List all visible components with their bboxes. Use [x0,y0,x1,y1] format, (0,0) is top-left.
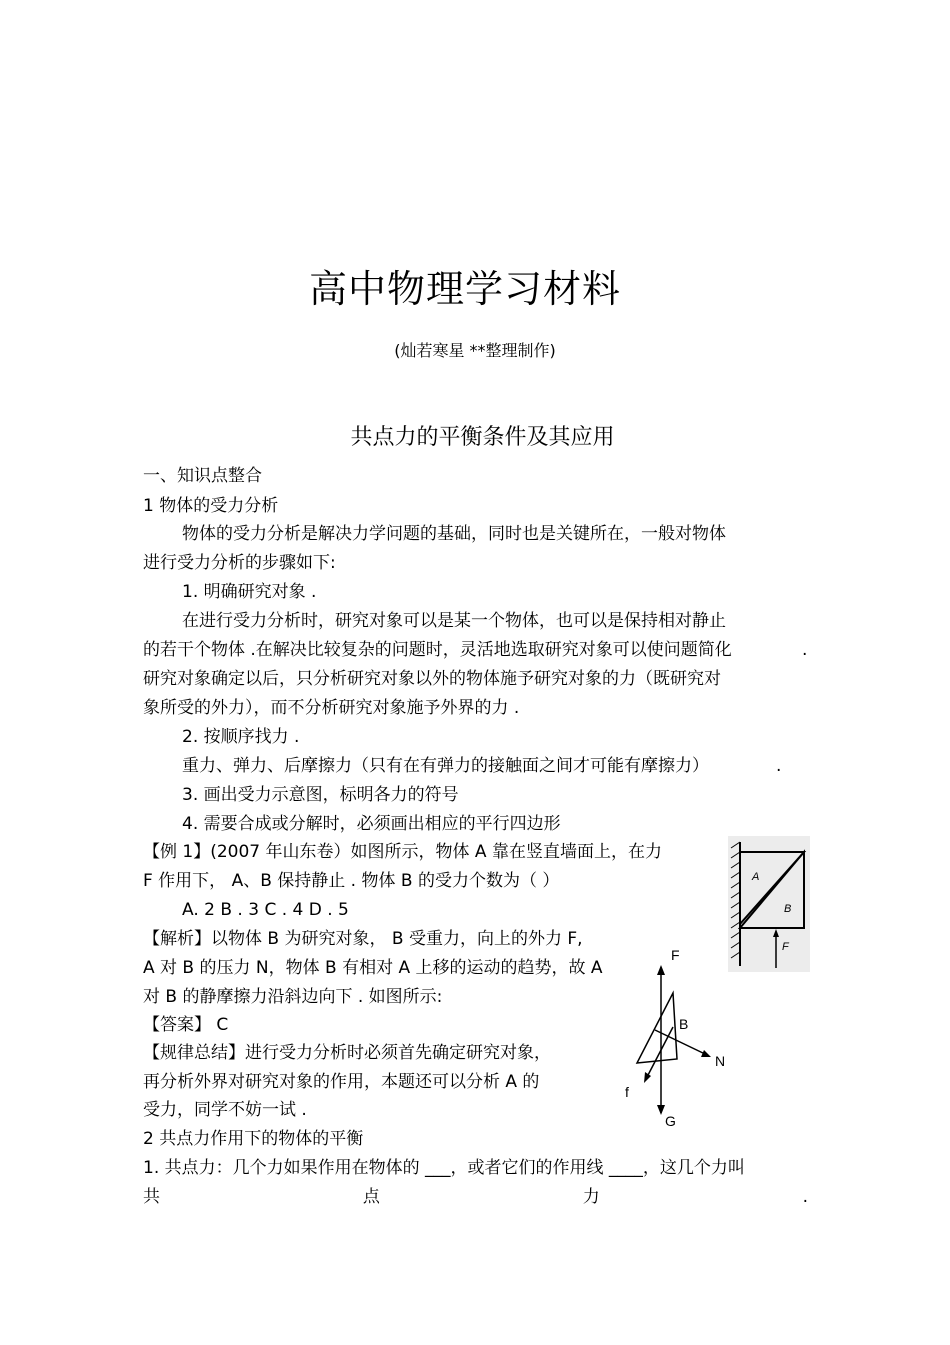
text-line: 1 物体的受力分析 [143,496,279,516]
text-line: 进行受力分析的步骤如下: [143,553,336,573]
text-line: 的若干个物体 .在解决比较复杂的问题时，灵活地选取研究对象可以使问题简化 [143,640,732,660]
text-line: 一、知识点整合 [143,466,262,486]
text-line: 受力，同学不妨一试 . [143,1100,307,1120]
justified-char: . [802,1187,808,1207]
text-line: 1. 明确研究对象 . [182,582,317,602]
diagram-label-b: B [679,1016,689,1032]
text-line: 重力、弹力、后摩擦力（只有在有弹力的接触面之间才可能有摩擦力） [182,756,709,776]
text-line: A 对 B 的压力 N，物体 B 有相对 A 上移的运动的趋势，故 A [143,958,603,978]
text-line: 2. 按顺序找力 . [182,727,300,747]
text-line: 对 B 的静摩擦力沿斜边向下 . 如图所示: [143,987,443,1007]
text-line: 【例 1】(2007 年山东卷）如图所示，物体 A 靠在竖直墙面上，在力 [143,842,662,862]
diagram-label-f: F [671,947,680,963]
justified-char: 共 [143,1187,160,1207]
main-title: 高中物理学习材料 [308,267,621,311]
wall-blocks-figure [728,836,810,972]
subtitle: (灿若寒星 **整理制作) [394,341,556,360]
force-diagram [615,945,735,1135]
text-line: 再分析外界对研究对象的作用，本题还可以分析 A 的 [143,1072,540,1092]
section-title: 共点力的平衡条件及其应用 [350,425,615,450]
justified-char: 点 [362,1187,380,1207]
text-line: 【规律总结】进行受力分析时必须首先确定研究对象， [143,1043,551,1063]
diagram-label-n: N [715,1053,726,1069]
text-line: . [802,640,808,660]
answer-line: 【答案】 C [143,1015,229,1035]
justified-char: 力 [582,1187,600,1207]
text-line: 4. 需要合成或分解时，必须画出相应的平行四边形 [182,814,561,834]
text-line: 2 共点力作用下的物体的平衡 [143,1129,364,1149]
text-line: . [776,756,782,776]
answer-options: A. 2 B . 3 C . 4 D . 5 [182,900,349,920]
diagram-label-friction: f [625,1084,629,1100]
text-line: 物体的受力分析是解决力学问题的基础，同时也是关键所在，一般对物体 [182,524,726,544]
text-line: 3. 画出受力示意图，标明各力的符号 [182,785,459,805]
text-line: 研究对象确定以后，只分析研究对象以外的物体施予研究对象的力（既研究对 [143,669,721,689]
text-line: 【解析】以物体 B 为研究对象， B 受重力，向上的外力 F, [143,929,583,949]
text-line: 在进行受力分析时，研究对象可以是某一个物体，也可以是保持相对静止 [182,611,726,631]
text-line: 1. 共点力：几个力如果作用在物体的 ___，或者它们的作用线 ____，这几个力叫 [143,1158,745,1178]
diagram-label-g: G [665,1113,676,1129]
text-line: F 作用下， A、B 保持静止 . 物体 B 的受力个数为（ ） [143,871,560,891]
figure-label-b: B [784,903,792,915]
figure-label-a: A [752,871,760,883]
justified-line [143,1187,808,1207]
figure-label-f: F [782,941,789,953]
text-line: 象所受的外力），而不分析研究对象施予外界的力 . [143,698,520,718]
